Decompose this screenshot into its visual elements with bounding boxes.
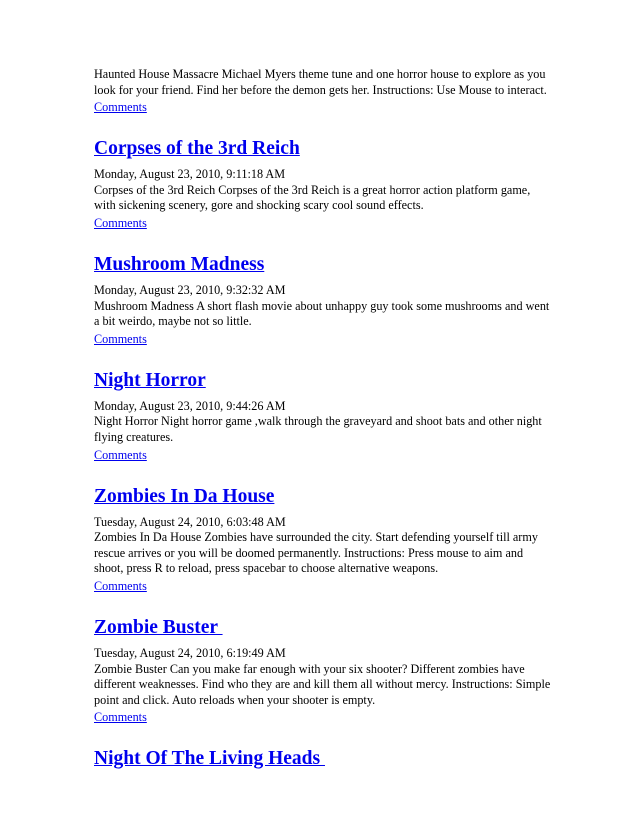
entry-date: Tuesday, August 24, 2010, 6:19:49 AM	[94, 645, 286, 660]
entry-comments-link[interactable]: Comments	[94, 331, 147, 346]
entry-comments-link[interactable]: Comments	[94, 215, 147, 230]
entry-comments-link[interactable]: Comments	[94, 447, 147, 462]
intro-comments-link[interactable]: Comments	[94, 100, 147, 115]
entry-corpses	[94, 137, 554, 232]
entry-description: Mushroom Madness A short flash movie about unhappy guy took some mushrooms and went a bit weirdo, maybe not so little.	[94, 298, 550, 329]
entry-date: Monday, August 23, 2010, 9:44:26 AM	[94, 398, 286, 413]
entry-date: Monday, August 23, 2010, 9:11:18 AM	[94, 167, 286, 182]
entry-description: Zombie Buster Can you make far enough with your six shooter? Different zombies have different weaknesses. Find who they are and kill them all without mercy. Instructions: Simple point and click. Auto reloads when your shooter is empty.	[94, 661, 551, 707]
entry-mushroom-madness	[94, 253, 554, 348]
entry-title[interactable]: Zombie Buster	[94, 616, 223, 638]
entry-date: Tuesday, August 24, 2010, 6:03:48 AM	[94, 514, 286, 529]
entry-title[interactable]: Mushroom Madness	[94, 253, 265, 275]
entry-date: Monday, August 23, 2010, 9:32:32 AM	[94, 282, 286, 297]
entry-description: Corpses of the 3rd Reich Corpses of the 3rd Reich is a great horror action platform game, with sickening scenery, gore and shocking scary cool sound effects.	[94, 182, 531, 213]
entry-title[interactable]: Night Horror	[94, 369, 206, 391]
entry-night-of-the-living-heads	[94, 747, 554, 771]
entry-zombie-buster	[94, 616, 554, 726]
entry-description: Night Horror Night horror game ,walk through the graveyard and shoot bats and other night flying creatures.	[94, 414, 542, 444]
entry-title[interactable]: Zombies In Da House	[94, 485, 275, 507]
document-page	[94, 67, 554, 777]
entry-description: Zombies In Da House Zombies have surrounded the city. Start defending yourself till army rescue arrives or you will be doomed permanently. Instructions: Press mouse to aim and shoot, press R to reload, press spacebar to choose alternative weapons.	[94, 530, 538, 576]
intro-text: Haunted House Massacre Michael Myers theme tune and one horror house to explore as you look for your friend. Find her before the demon gets her. Instructions: Use Mouse to interact.	[94, 67, 547, 97]
entry-comments-link[interactable]: Comments	[94, 578, 147, 593]
entry-night-horror	[94, 369, 554, 464]
entry-comments-link[interactable]: Comments	[94, 710, 147, 725]
entry-title[interactable]: Night Of The Living Heads	[94, 748, 325, 770]
entry-zombies-in-da-house	[94, 485, 554, 595]
entry-title[interactable]: Corpses of the 3rd Reich	[94, 138, 300, 160]
